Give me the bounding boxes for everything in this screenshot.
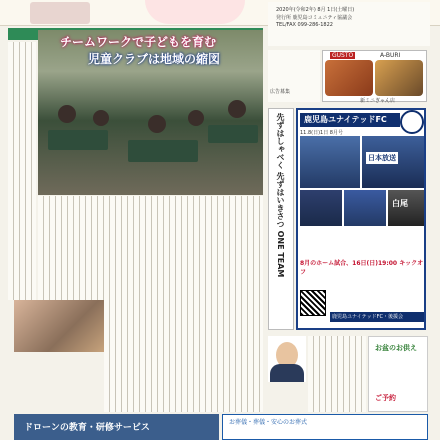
small-ad-text: 広告募集 [270, 89, 291, 95]
fc-match-date: 8月のホーム試合、16日(日)19:00 キックオフ [300, 260, 424, 276]
pub-date: 2020年(令和2年) 8月 1日(土曜日) [276, 7, 355, 13]
pub-publisher: 発行所 鹿児島コミュニティ協議会 [276, 15, 353, 21]
restaurant-label-left: GUSTO [332, 52, 354, 59]
side-ad-label-top: お盆のお供え [375, 344, 417, 352]
bottom-ad-right [222, 414, 428, 440]
fc-footer: 鹿児島ユナイテッドFC・後援会 [330, 312, 424, 322]
restaurant-photo-1 [325, 60, 373, 96]
side-ad [368, 336, 428, 412]
fc-photo-4 [344, 190, 386, 226]
bottom-ad-left-title: ドローンの教育・研修サービス [24, 423, 150, 433]
lead-article-body [38, 196, 263, 306]
lead-headline-2: 児童クラブは地域の縮図 [88, 52, 221, 66]
small-ad [268, 50, 320, 102]
qr-code-icon [300, 290, 326, 316]
masthead-logo [30, 2, 90, 24]
restaurant-label-right: A-BURI [380, 52, 401, 59]
fc-emblem-icon [400, 110, 424, 134]
lead-article-text-left [8, 42, 36, 300]
author-portrait [268, 336, 306, 382]
restaurant-sub: 新ミニぎゃん店 [360, 98, 396, 104]
publication-info [268, 2, 430, 46]
fc-photo-1 [300, 136, 360, 188]
bottom-ad-left [14, 414, 219, 440]
lead-article-body-2 [104, 306, 263, 412]
side-ad-label-bottom: ご予約 [375, 394, 396, 402]
pub-tel: TEL/FAX 099-286-1822 [276, 22, 333, 28]
fc-broadcast-label: 日本放送 [368, 154, 396, 162]
restaurant-photo-2 [375, 60, 423, 96]
bottom-ad-right-title: お葬儀・葬儀・安心のお葬式 [229, 419, 308, 426]
fc-title: 鹿児島ユナイテッドFC [300, 113, 400, 127]
masthead-banner [145, 0, 245, 24]
column-title: 先ずはしゃべく 先ずはいきさつ ONE TEAM [276, 113, 285, 278]
fc-photo-3 [300, 190, 342, 226]
lead-headline-1: チームワークで子どもを育む [60, 35, 217, 49]
fc-sub: 11.8(日)1日 8月号 [300, 130, 343, 136]
column-box [268, 108, 294, 330]
fc-player-name: 白尾 [392, 199, 408, 208]
secondary-photo [14, 300, 104, 352]
author-column-text [308, 336, 366, 412]
